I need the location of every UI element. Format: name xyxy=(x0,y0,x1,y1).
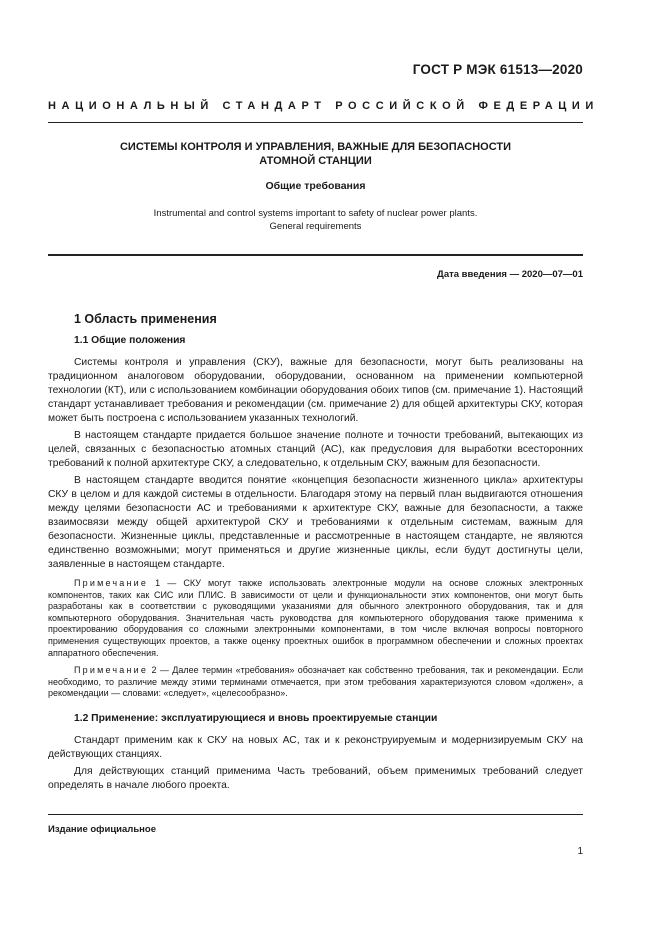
subsection-heading: 1.2 Применение: эксплуатирующиеся и вновь проектируемые станции xyxy=(74,712,438,724)
subsection-heading: 1.1 Общие положения xyxy=(74,335,186,346)
main-content xyxy=(48,312,583,796)
document-title xyxy=(80,140,551,168)
official-edition-label: Издание официальное xyxy=(48,824,156,835)
section-heading: 1 Область применения xyxy=(74,312,217,326)
title-line-2: АТОМНОЙ СТАНЦИИ xyxy=(259,155,372,167)
paragraph: Стандарт применим как к СКУ на новых АС, так и к реконструируемым и модернизируемым СКУ на действующих станциях. xyxy=(48,734,583,760)
paragraph: В настоящем стандарте вводится понятие «концепция безопасности жизненного цикла» архитектуры СКУ в целом и для каждой системы в отдельности. Благодаря этому на первый план выдвигаются отношения между целями безопасности АС и требованиями к архитектуре СКУ, важные для безопасности, а также взаимосвязи между общей архитектурой СКУ и требованиями к отдельным системам, важным для безопасности. Жизненные циклы, представленные и рассмотренные в настоящем стандарте, не являются единственно возможными; могут применяться и другие жизненные циклы, если будут достигнуты цели, заявленные в настоящем стандарте. xyxy=(48,475,583,570)
english-title xyxy=(80,208,551,233)
title-divider xyxy=(48,254,583,256)
document-subtitle: Общие требования xyxy=(265,180,366,192)
paragraph: Системы контроля и управления (СКУ), важные для безопасности, могут быть реализованы на традиционном аналоговом оборудовании, оборудовании, основанном на применении компьютерной технологии (КТ), или с использованием комбинации оборудования обоих типов (см. примечание 1). Настоящий стандарт устанавливает требования и рекомендации (см. примечание 2) для общей архитектуры СКУ, которая может быть построена с использованием указанных технологий. xyxy=(48,357,583,424)
note-label: Примечание xyxy=(74,665,149,676)
document-id: ГОСТ Р МЭК 61513—2020 xyxy=(412,62,583,77)
note-text: 2 — Далее термин «требования» обозначает как собственно требования, так и рекомендации. Если необходимо, то различие между этими терминами отмечается, при этом требования характеризуются словом «должен», а рекомендации — словами: «следует», «целесообразно». xyxy=(48,665,583,699)
english-title-line-2: General requirements xyxy=(269,220,362,232)
page-number: 1 xyxy=(577,846,583,857)
english-title-line-1: Instrumental and control systems important to safety of nuclear power plants. xyxy=(153,208,478,219)
paragraph: В настоящем стандарте придается большое значение полноте и точности требований, вытекающих из целей, связанных с безопасностью атомных станций (АС), как предусловия для выработки всесторонних требований к полной архитектуре СКУ, а следовательно, к отдельным СКУ, важным для безопасности. xyxy=(48,430,583,469)
header-divider xyxy=(48,122,583,123)
footer-divider xyxy=(48,814,583,815)
note-label: Примечание xyxy=(74,578,149,588)
national-standard-banner: НАЦИОНАЛЬНЫЙ СТАНДАРТ РОССИЙСКОЙ ФЕДЕРАЦИИ xyxy=(48,100,599,112)
effective-date: Дата введения — 2020—07—01 xyxy=(437,269,583,280)
note-1 xyxy=(48,578,583,659)
title-line-1: СИСТЕМЫ КОНТРОЛЯ И УПРАВЛЕНИЯ, ВАЖНЫЕ ДЛЯ БЕЗОПАСНОСТИ xyxy=(119,141,512,153)
note-text: 1 — СКУ могут также использовать электронные модули на основе сложных электронных компонентов, таких как СИС или ПЛИС. В зависимости от цели и функциональности этих компонентов, они могут быть разработаны как в соответствии с руководящими указаниями для обычного электронного оборудования, так и для компьютерного оборудования. Значительная часть руководства для компьютерного оборудования также применима к проектированию оборудования со сложными электронными компонентами, в том числе включая вопросы повторного применения существующих проектов, а также оценку проектных ошибок в программном обеспечении и сложных проектах аппаратного обеспечения. xyxy=(48,578,583,658)
paragraph: Для действующих станций применима Часть требований, объем применимых требований следует определять в начале любого проекта. xyxy=(48,765,583,791)
note-2 xyxy=(48,665,583,700)
